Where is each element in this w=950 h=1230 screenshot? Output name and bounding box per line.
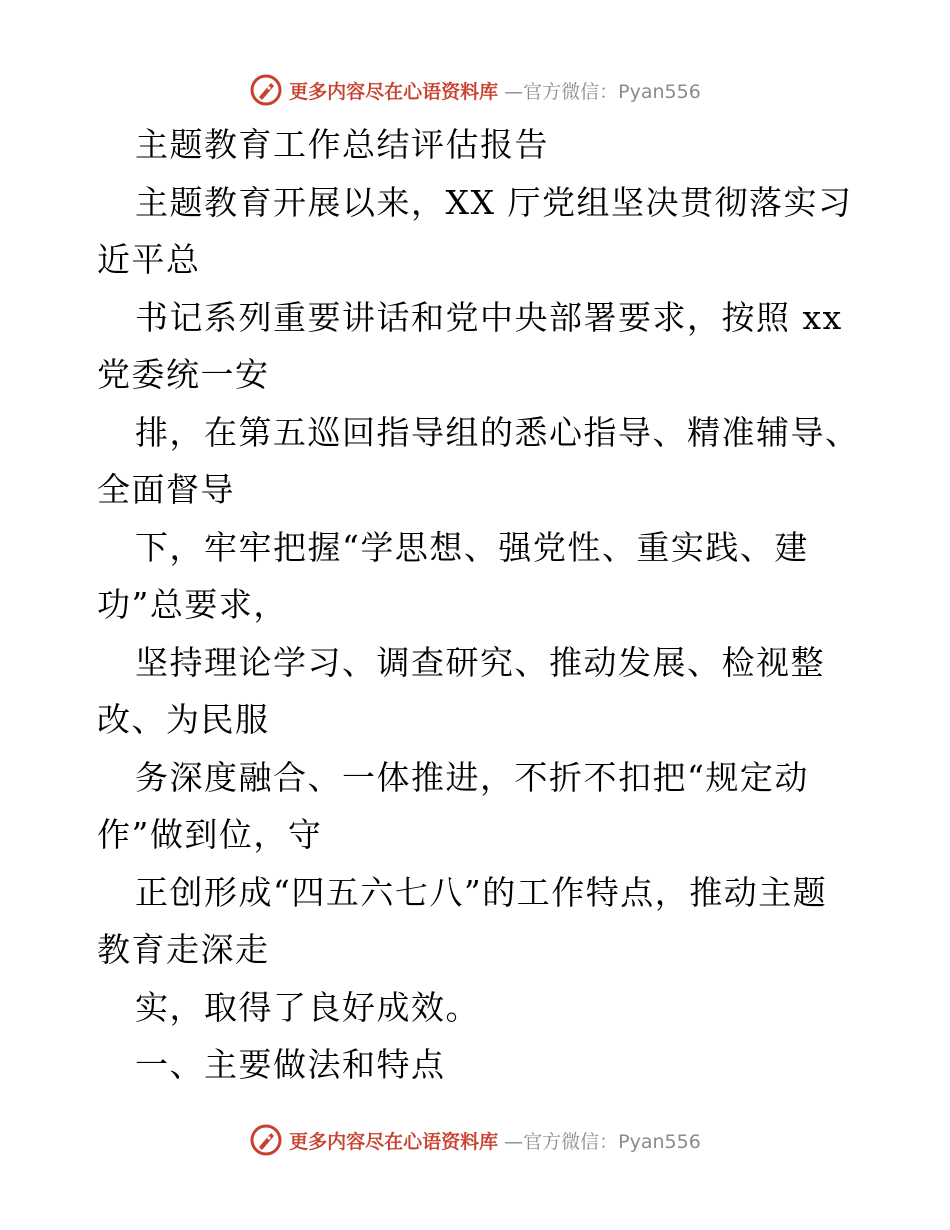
paragraph-line: 作”做到位，守 [97,815,323,854]
banner-wechat-text: —官方微信：Pyan556 [504,1130,701,1153]
paragraph-line: 功”总要求， [97,585,288,624]
banner-brand-text: 更多内容尽在心语资料库 [289,80,499,103]
paragraph-line: 全面督导 [97,470,235,509]
paragraph-line: 党委统一安 [97,355,270,394]
paragraph-line: 实，取得了良好成效。 [135,987,480,1027]
pen-nib-logo-icon [249,73,283,107]
paragraph-line: 书记系列重要讲话和党中央部署要求，按照 xx [135,297,843,337]
paragraph-line: 近平总 [97,240,201,279]
paragraph-line: 主题教育开展以来，XX 厅党组坚决贯彻落实习 [135,182,853,222]
document-title: 主题教育工作总结评估报告 [135,125,549,164]
document-body [97,116,867,1094]
banner-wechat-text: —官方微信：Pyan556 [504,80,701,103]
paragraph-line: 教育走深走 [97,930,270,969]
paragraph-line: 务深度融合、一体推进，不折不扣把“规定动 [135,757,809,797]
footer-watermark-banner [0,1120,950,1160]
section-heading: 一、主要做法和特点 [135,1045,446,1084]
banner-brand-text: 更多内容尽在心语资料库 [289,1130,499,1153]
paragraph-line: 排，在第五巡回指导组的悉心指导、精准辅导、 [135,412,860,452]
paragraph-line: 正创形成“四五六七八”的工作特点，推动主题 [135,872,828,912]
paragraph-line: 下，牢牢把握“学思想、强党性、重实践、建 [135,527,809,567]
paragraph-line: 坚持理论学习、调查研究、推动发展、检视整 [135,642,825,682]
pen-nib-logo-icon [249,1123,283,1157]
header-watermark-banner [0,70,950,110]
paragraph-line: 改、为民服 [97,700,270,739]
